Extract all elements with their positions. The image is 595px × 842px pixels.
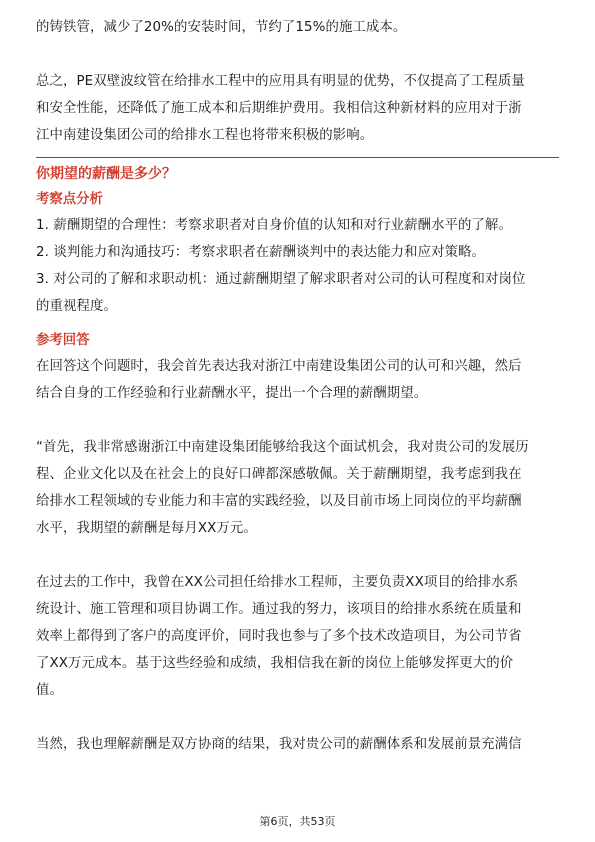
text-line: 效率上都得到了客户的高度评价，同时我也参与了多个技术改造项目，为公司节省	[36, 629, 522, 644]
page-number-footer: 第6页，共53页	[259, 815, 336, 828]
question-heading: 你期望的薪酬是多少？	[36, 166, 176, 182]
text-line: 总之，PE双壁波纹管在给排水工程中的应用具有明显的优势，不仅提高了工程质量	[36, 74, 525, 89]
text-line: “首先，我非常感谢浙江中南建设集团能够给我这个面试机会，我对贵公司的发展历	[36, 440, 529, 455]
text-line: 在过去的工作中，我曾在XX公司担任给排水工程师，主要负责XX项目的给排水系	[36, 575, 519, 590]
paragraph-gap	[36, 41, 559, 68]
intro-paragraph-1: 的铸铁管，减少了20%的安装时间，节约了15%的施工成本。	[36, 20, 407, 35]
text-line: 值。	[36, 683, 63, 698]
answer-paragraph-1	[36, 353, 559, 407]
analysis-heading: 考察点分析	[36, 192, 103, 207]
section-divider	[36, 157, 559, 158]
page-content	[36, 14, 559, 758]
answer-paragraph-2	[36, 434, 559, 542]
paragraph-gap	[36, 542, 559, 569]
text-line: 了XX万元成本。基于这些经验和成绩，我相信我在新的岗位上能够发挥更大的价	[36, 656, 514, 671]
answer-paragraph-3	[36, 569, 559, 704]
text-line: 的重视程度。	[36, 299, 117, 314]
intro-paragraph-2	[36, 68, 559, 149]
paragraph-gap	[36, 407, 559, 434]
answer-heading: 参考回答	[36, 333, 90, 348]
analysis-item-2: 2. 谈判能力和沟通技巧：考察求职者在薪酬谈判中的表达能力和应对策略。	[36, 245, 486, 260]
section-gap	[36, 320, 559, 328]
text-line: 统设计、施工管理和项目协调工作。通过我的努力，该项目的给排水系统在质量和	[36, 602, 522, 617]
paragraph-gap	[36, 704, 559, 731]
analysis-section	[36, 187, 559, 320]
analysis-item-1: 1. 薪酬期望的合理性：考察求职者对自身价值的认知和对行业薪酬水平的了解。	[36, 218, 513, 233]
intro-section	[36, 14, 559, 149]
text-line: 3. 对公司的了解和求职动机：通过薪酬期望了解求职者对公司的认可程度和对岗位	[36, 272, 526, 287]
text-line: 程、企业文化以及在社会上的良好口碑都深感敬佩。关于薪酬期望，我考虑到我在	[36, 467, 522, 482]
text-line: 江中南建设集团公司的给排水工程也将带来积极的影响。	[36, 128, 374, 143]
text-line: 结合自身的工作经验和行业薪酬水平，提出一个合理的薪酬期望。	[36, 386, 428, 401]
text-line: 在回答这个问题时，我会首先表达我对浙江中南建设集团公司的认可和兴趣，然后	[36, 359, 522, 374]
analysis-item-3	[36, 266, 559, 320]
text-line: 给排水工程领域的专业能力和丰富的实践经验，以及目前市场上同岗位的平均薪酬	[36, 494, 522, 509]
text-line: 当然，我也理解薪酬是双方协商的结果，我对贵公司的薪酬体系和发展前景充满信	[36, 737, 522, 752]
text-line: 水平，我期望的薪酬是每月XX万元。	[36, 521, 257, 536]
text-line: 和安全性能，还降低了施工成本和后期维护费用。我相信这种新材料的应用对于浙	[36, 101, 522, 116]
answer-paragraph-4	[36, 731, 559, 758]
answer-section	[36, 328, 559, 758]
